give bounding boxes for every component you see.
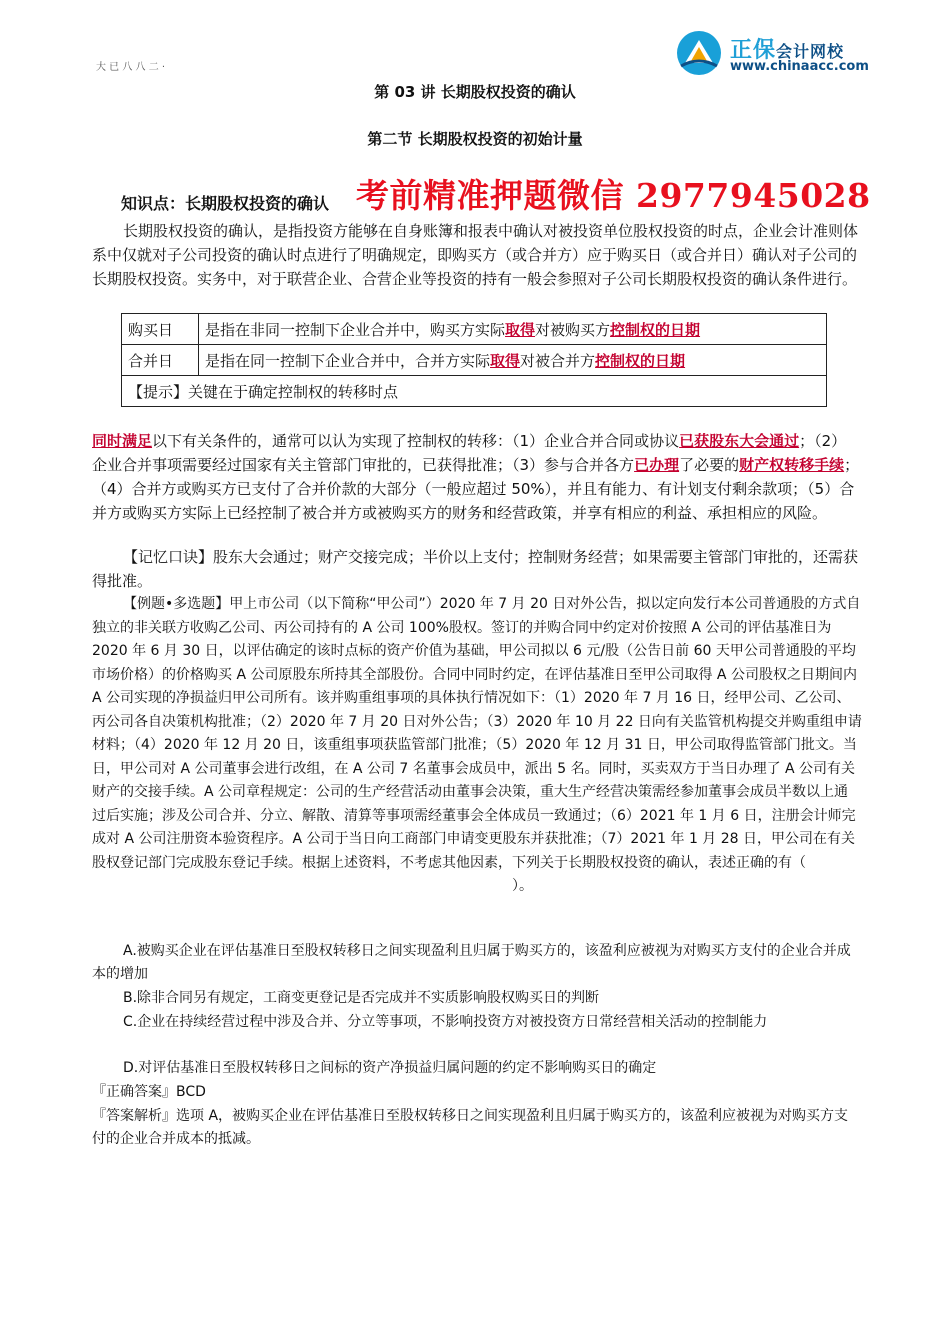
- table-row: [122, 376, 827, 407]
- logo-url: www.chinaacc.com: [730, 59, 869, 74]
- knowledge-point-label: 知识点：长期股权投资的确认: [121, 194, 330, 213]
- table-row: [122, 345, 827, 376]
- lecture-title: 第 03 讲 长期股权投资的确认: [374, 83, 576, 101]
- answer: 『正确答案』BCD: [92, 1084, 206, 1100]
- example-text: 【例题•多选题】甲上市公司（以下简称“甲公司”）2020 年 7 月 20 日对外公告，拟以定向发行本公司普通股的方式自独立的非关联方收购乙公司、丙公司持有的 A 公司 100%股权。签订的并购合同中约定对价按照 A 公司的评估基准日为 2020 年 6 月 30 日，以评估确定的该时点标的资产价值为基础，甲公司拟以 6 元/股（公告日前 60 天甲公司普通股的平均市场价格）的价格购买 A 公司原股东所持其全部股份。合同中同时约定，在评估基准日至甲公司取得 A 公司股权之日期间内 A 公司实现的净损益归甲公司所有。该并购重组事项的具体执行情况如下：（1）2020 年 7 月 16 日，经甲公司、乙公司、丙公司各自决策机构批准；（2）2020 年 7 月 20 日对外公告；（3）2020 年 10 月 22 日向有关监管机构提交并购重组申请材料；（4）2020 年 12 月 20 日，该重组事项获监管部门批准；（5）2020 年 12 月 31 日，甲公司取得监管部门批文。当日，甲公司对 A 公司董事会进行改组，在 A 公司 7 名董事会成员中，派出 5 名。同时，买卖双方于当日办理了 A 公司有关财产的交接手续。A 公司章程规定：公司的生产经营活动由董事会决策，重大生产经营决策需经参加董事会成员半数以上通过后实施；涉及公司合并、分立、解散、清算等事项需经董事会全体成员一致通过；（6）2021 年 1 月 6 日，注册会计师完成对 A 公司注册资本验资程序。A 公司于当日向工商部门申请变更股东并获批准；（7）2021 年 1 月 28 日，甲公司在有关股权登记部门完成股东登记手续。根据上述资料，不考虑其他因素，下列关于长期股权投资的确认，表述正确的有（）。: [92, 596, 862, 894]
- term-cell: 购买日: [122, 314, 199, 345]
- desc-cell: 是指在非同一控制下企业合并中，购买方实际取得对被购买方控制权的日期: [199, 314, 827, 345]
- watermark-text: 考前精准押题微信 2977945028: [356, 176, 871, 215]
- definition-table: [121, 313, 827, 407]
- table-row: [122, 314, 827, 345]
- option-a: A.被购买企业在评估基准日至股权转移日之间实现盈利且归属于购买方的，该盈利应被视为对购买方支付的企业合并成本的增加: [92, 943, 851, 982]
- term-cell: 合并日: [122, 345, 199, 376]
- conditions-paragraph: 同时满足以下有关条件的，通常可以认为实现了控制权的转移：（1）企业合并合同或协议已获股东大会通过；（2）企业合并事项需要经过国家有关主管部门审批的，已获得批准；（3）参与合并各方已办理了必要的财产权转移手续；（4）合并方或购买方已支付了合并价款的大部分（一般应超过 50%），并且有能力、有计划支付剩余款项；（5）合并方或购买方实际上已经控制了被合并方或被购买方的财务和经营政策，并享有相应的利益、承担相应的风险。: [92, 432, 860, 522]
- option-b: B.除非合同另有规定，工商变更登记是否完成并不实质影响股权购买日的判断: [123, 990, 600, 1006]
- section-title: 第二节 长期股权投资的初始计量: [367, 130, 583, 148]
- logo-icon: [676, 30, 722, 76]
- desc-cell: 是指在同一控制下企业合并中，合并方实际取得对被合并方控制权的日期: [199, 345, 827, 376]
- memory-tip: 【记忆口诀】股东大会通过；财产交接完成；半价以上支付；控制财务经营；如果需要主管部门审批的，还需获得批准。: [92, 548, 859, 590]
- corner-mark: 大 已 八 八 二 ·: [96, 62, 166, 73]
- tip-cell: 【提示】关键在于确定控制权的转移时点: [122, 376, 827, 407]
- logo-text: 正保会计网校: [730, 38, 845, 63]
- option-d: D.对评估基准日至股权转移日之间标的资产净损益归属问题的约定不影响购买日的确定: [123, 1060, 657, 1076]
- intro-paragraph: 长期股权投资的确认，是指投资方能够在自身账簿和报表中确认对被投资单位股权投资的时点，企业会计准则体系中仅就对子公司投资的确认时点进行了明确规定，即购买方（或合并方）应于购买日（或合并日）确认对子公司的长期股权投资。实务中，对于联营企业、合营企业等投资的持有一般会参照对子公司长期股权投资的确认条件进行。: [92, 222, 859, 288]
- option-c: C.企业在持续经营过程中涉及合并、分立等事项，不影响投资方对被投资方日常经营相关活动的控制能力: [123, 1014, 768, 1030]
- answer-analysis: 『答案解析』选项 A，被购买企业在评估基准日至股权转移日之间实现盈利且归属于购买方的，该盈利应被视为对购买方支付的企业合并成本的抵减。: [92, 1108, 849, 1147]
